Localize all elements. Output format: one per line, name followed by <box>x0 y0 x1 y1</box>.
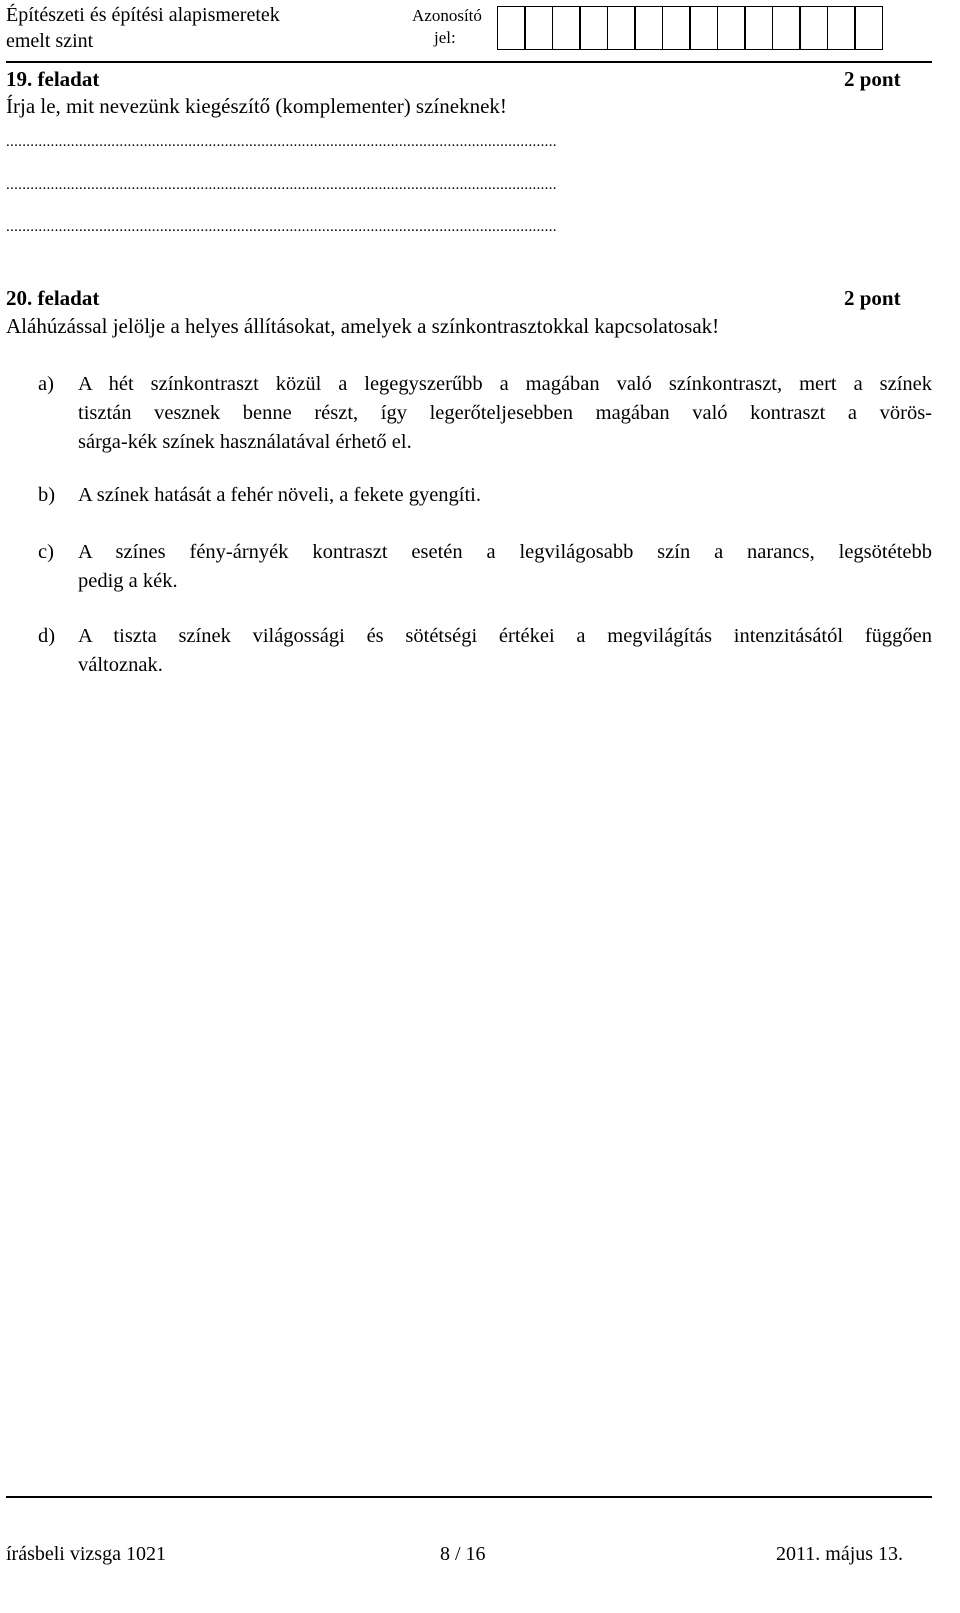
task-20-question: Aláhúzással jelölje a helyes állításokat, amelyek a színkontrasztokkal kapcsolatosak! <box>6 314 720 338</box>
option-text[interactable] <box>78 481 932 510</box>
option-line: A hét színkontraszt közül a legegyszerűbb a magában való színkontraszt, mert a színek <box>78 373 932 395</box>
option-text[interactable] <box>78 538 932 596</box>
task-19-title: 19. feladat <box>6 67 100 91</box>
task-20-title: 20. feladat <box>6 286 100 310</box>
id-label: Azonosító <box>412 6 482 25</box>
option-line: sárga-kék színek használatával érhető el. <box>78 431 412 453</box>
id-box[interactable] <box>717 6 746 50</box>
option-label: c) <box>38 541 54 563</box>
option-line: A színek hatását a fehér növeli, a fekete gyengíti. <box>78 484 482 506</box>
footer-exam-code: írásbeli vizsga 1021 <box>6 1543 166 1565</box>
header-rule <box>6 61 932 63</box>
option-text[interactable] <box>78 370 932 457</box>
footer-date: 2011. május 13. <box>776 1543 904 1565</box>
exam-level: emelt szint <box>6 30 94 52</box>
id-box[interactable] <box>607 6 636 50</box>
id-box[interactable] <box>772 6 801 50</box>
option-line: változnak. <box>78 654 163 676</box>
id-label-suffix: jel: <box>434 28 456 47</box>
id-box[interactable] <box>552 6 581 50</box>
subject-title: Építészeti és építési alapismeretek <box>6 4 280 26</box>
footer-page-number: 8 / 16 <box>440 1543 486 1565</box>
option-line: pedig a kék. <box>78 570 178 592</box>
id-box[interactable] <box>827 6 856 50</box>
id-box[interactable] <box>689 6 718 50</box>
task-19-points: 2 pont <box>844 67 901 91</box>
id-box[interactable] <box>662 6 691 50</box>
task-20-points: 2 pont <box>844 286 901 310</box>
option-label: a) <box>38 373 54 395</box>
option-text[interactable] <box>78 622 932 680</box>
option-line: A színes fény-árnyék kontraszt esetén a legvilágosabb szín a narancs, legsötétebb <box>78 541 932 563</box>
option-line: A tiszta színek világossági és sötétségi értékei a megvilágítás intenzitásától függően <box>78 625 932 647</box>
task-19-question: Írja le, mit nevezünk kiegészítő (komplementer) színeknek! <box>6 94 507 118</box>
id-box[interactable] <box>744 6 773 50</box>
id-box[interactable] <box>497 6 526 50</box>
id-box[interactable] <box>524 6 553 50</box>
footer-rule <box>6 1496 932 1498</box>
option-label: b) <box>38 484 56 506</box>
id-boxes <box>498 6 883 50</box>
answer-line[interactable]: ........................................................................................................................................ <box>6 222 557 232</box>
id-box[interactable] <box>579 6 608 50</box>
answer-line[interactable]: ........................................................................................................................................ <box>6 137 557 147</box>
id-box[interactable] <box>634 6 663 50</box>
answer-line[interactable]: ........................................................................................................................................ <box>6 180 557 190</box>
id-box[interactable] <box>854 6 883 50</box>
option-label: d) <box>38 625 56 647</box>
option-line: tisztán vesznek benne részt, így legerőteljesebben magában való kontraszt a vörös- <box>78 402 932 424</box>
id-box[interactable] <box>799 6 828 50</box>
